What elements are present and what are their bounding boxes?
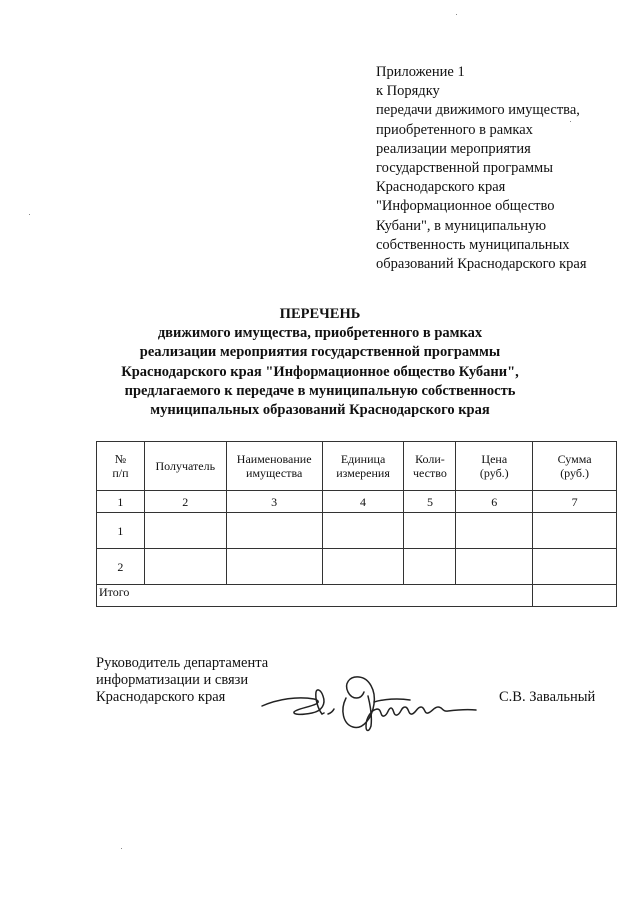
column-number-cell: 4 [322, 491, 404, 513]
title-line: муниципальных образований Краснодарского края [150, 402, 490, 419]
total-value [533, 585, 617, 607]
property-list-table [96, 441, 617, 607]
table-cell: 2 [97, 549, 145, 585]
header-cell-unit: Единица измерения [322, 442, 404, 491]
appendix-note [376, 63, 587, 274]
column-number-cell: 7 [533, 491, 617, 513]
title-line: движимого имущества, приобретенного в рамках [157, 325, 483, 342]
header-cell-recipient: Получатель [144, 442, 226, 491]
table-row [97, 513, 617, 549]
column-number-cell: 3 [226, 491, 322, 513]
signer-name: С.В. Завальный [499, 689, 596, 705]
header-cell-number: № п/п [97, 442, 145, 491]
header-cell-sum: Сумма (руб.) [533, 442, 617, 491]
table-cell [322, 513, 404, 549]
column-number-row [97, 491, 617, 513]
table-cell [322, 549, 404, 585]
table-cell [404, 549, 456, 585]
column-number-cell: 5 [404, 491, 456, 513]
handwritten-signature [260, 666, 480, 738]
appendix-line: Краснодарского края [376, 179, 506, 196]
table-cell [456, 513, 533, 549]
signer-position-line: информатизации и связи [96, 672, 249, 688]
table-cell: 1 [97, 513, 145, 549]
title-line: Краснодарского края "Информационное общество Кубани", [121, 363, 519, 380]
appendix-line: передачи движимого имущества, [376, 102, 580, 119]
table-cell [533, 549, 617, 585]
table-cell [226, 513, 322, 549]
appendix-line: Кубани", в муниципальную [376, 217, 547, 234]
appendix-line: государственной программы [376, 160, 553, 177]
scan-speck [121, 848, 122, 849]
signer-position-line: Краснодарского края [96, 689, 226, 705]
table-row [97, 549, 617, 585]
title-line: ПЕРЕЧЕНЬ [279, 306, 361, 322]
appendix-line: собственность муниципальных [376, 236, 570, 253]
column-number-cell: 6 [456, 491, 533, 513]
appendix-line: Приложение 1 [376, 64, 465, 80]
total-label: Итого [97, 585, 533, 607]
scan-speck [456, 14, 457, 15]
appendix-line: к Порядку [376, 83, 440, 100]
appendix-line: приобретенного в рамках [376, 121, 533, 138]
header-cell-property-name: Наименование имущества [226, 442, 322, 491]
header-cell-price: Цена (руб.) [456, 442, 533, 491]
appendix-line: реализации мероприятия [376, 140, 531, 157]
table-cell [404, 513, 456, 549]
appendix-line: "Информационное общество [376, 198, 555, 215]
column-number-cell: 2 [144, 491, 226, 513]
table-cell [144, 549, 226, 585]
table-cell [456, 549, 533, 585]
table-header-row [97, 442, 617, 491]
scan-speck [29, 214, 30, 215]
title-line: предлагаемого к передаче в муниципальную собственность [124, 382, 516, 399]
total-row [97, 585, 617, 607]
title-line: реализации мероприятия государственной программы [139, 344, 501, 361]
appendix-line: образований Краснодарского края [376, 256, 587, 273]
column-number-cell: 1 [97, 491, 145, 513]
header-cell-quantity: Коли- чество [404, 442, 456, 491]
document-title [80, 305, 560, 420]
signer-position-line: Руководитель департамента [96, 655, 269, 671]
table-cell [226, 549, 322, 585]
signer-position [96, 655, 268, 706]
scan-speck [570, 121, 571, 122]
table-cell [144, 513, 226, 549]
table-cell [533, 513, 617, 549]
